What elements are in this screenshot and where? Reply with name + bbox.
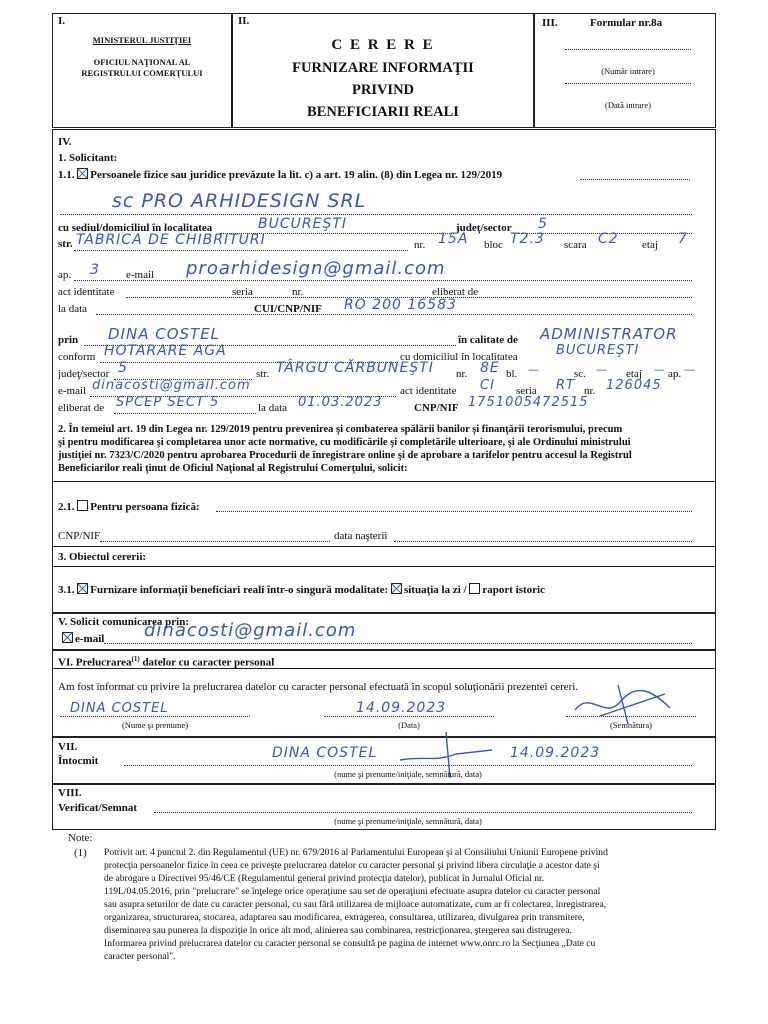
seria2-value[interactable]: RT [556,378,575,393]
id2-value[interactable]: CI [480,378,495,393]
notes-line-2: protecţia persoanelor fizice în ceea ce priveşte prelucrarea datelor cu caracter personal şi privind libera circulaţie a acestor date şi [104,860,600,871]
verified-label: Verificat/Semnat [58,802,138,814]
legal-basis-line4: Beneficiarilor reali ţinut de Oficiul Naţional al Registrului Comerţului, solicit: [58,463,408,474]
prepared-label: Întocmit [58,755,99,767]
nr4-value[interactable]: 126045 [606,378,662,393]
according-label: conform [58,351,96,363]
history-report-text: raport istoric [482,584,545,596]
date2-label: la data [258,402,288,414]
street2-value[interactable]: TÂRGU CĂRBUNEŞTI [276,360,434,376]
name-caption: (Nume şi prenume) [121,720,189,730]
divider-3-1 [52,566,716,567]
bloc-value[interactable]: T2.3 [510,231,545,247]
notes-line-4: 119L/04.05.2016, prin "prelucrare" se înţelege orice operaţiune sau set de operaţiuni efectuate asupra datelor cu caracter personal [104,886,601,897]
provide-info-checkbox[interactable] [77,583,88,594]
informed-name-line [60,716,250,717]
notes-line-1: Potrivit art. 4 punctul 2. din Regulamentul (UE) nr. 679/2016 al Parlamentului European şi al Consiliului Uniunii Europene privind [104,847,608,858]
company-name-value[interactable]: sc PRO ARHIDESIGN SRL [112,190,367,212]
section-number-8: VIII. [58,787,82,799]
capacity-label: în calitate de [458,334,518,346]
verified-caption: (nume şi prenume/iniţiale, semnătură, data) [334,816,482,826]
cui-value[interactable]: RO 200 16583 [344,297,457,313]
divider-3 [52,546,716,547]
according-value[interactable]: HOTARARE AGA [104,343,227,359]
item-1-1-label: 1.1. [58,169,75,181]
form-number-label: Formular nr.8a [590,17,663,29]
email-label: e-mail [126,269,155,281]
informed-date-value[interactable]: 14.09.2023 [356,700,447,716]
issued-label: eliberat de [432,286,479,298]
nr3-value[interactable]: 8E [480,360,500,376]
notes-marker: (1) [74,847,87,859]
street-label: str. [58,238,73,250]
entry-number-caption: (Număr intrare) [601,66,655,76]
form-title-line2: FURNIZARE INFORMAŢII [292,60,474,76]
prepared-caption: (nume şi prenume/iniţiale, semnătură, data) [334,769,482,779]
persons-text: Persoanele fizice sau juridice prevăzute la lit. c) a art. 19 alin. (8) din Legea nr. 129/2019 [90,169,503,181]
by-label: prin [58,334,79,346]
county-value[interactable]: 5 [538,216,548,232]
natural-person-line [216,511,692,512]
county-label: judeţ/sector [456,222,512,234]
natural-person-text: Pentru persoana fizică: [90,501,200,513]
issued2-value[interactable]: SPCEP SECT 5 [116,395,220,410]
nr-value[interactable]: 15A [438,231,469,247]
office-name-line1: OFICIUL NAŢIONAL AL [93,57,191,67]
history-report-checkbox[interactable] [469,583,480,594]
entry-number-line [565,49,691,50]
scara-label: scara [564,239,587,251]
ministry-name: MINISTERUL JUSTIŢIEI [92,35,192,45]
notes-line-7: diseminarea sau punerea la dispoziţie în orice alt mod, alinierea sau combinarea, restricţionarea, ştergerea sau distrugerea. [104,925,572,936]
email-option-text: e-mail [75,633,105,645]
legal-basis-line1: 2. În temeiul art. 19 din Legea nr. 129/2019 pentru prevenirea şi combaterea spălării banilor şi finanţării terorismului, precum [58,424,623,435]
nr3-label: nr. [456,368,468,380]
notes-heading: Note: [68,832,93,844]
cnp-value[interactable]: 1751005472515 [468,395,589,410]
email2-value[interactable]: dinacosti@gmail.com [92,378,251,393]
street2-label: str. [256,368,270,380]
bl-label: bl. [506,368,518,380]
nr-label: nr. [414,239,426,251]
office-name-line2: REGISTRULUI COMERŢULUI [81,68,203,78]
ap-value[interactable]: 3 [90,262,100,278]
date-caption: (Data) [398,720,420,730]
notes-line-8: Informarea privind prelucrarea datelor cu caracter personal se consultă pe pagina de internet www.onrc.ro la Secţiunea „Date cu [104,938,596,949]
persons-checkbox[interactable] [77,168,88,179]
cui-label: CUI/CNP/NIF [254,303,322,315]
email2-label: e-mail [58,385,87,397]
ap-email-line [74,280,692,281]
informed-date-line [324,716,494,717]
seat-label: cu sediul/domiciliul în localitatea [58,222,213,234]
applicant-heading: 1. Solicitant: [58,152,118,164]
item-3-1-label: 3.1. [58,584,75,596]
county2-label: judeţ/sector [58,368,110,380]
id2-label: act identitate [400,385,457,397]
bloc-label: bloc [484,239,503,251]
bl-value[interactable]: — [528,363,540,376]
informed-name-value[interactable]: DINA COSTEL [70,701,169,716]
item-2-1 [58,500,200,514]
date-cui-line [96,314,692,315]
notes-line-9: caracter personal". [104,951,176,962]
representative-value[interactable]: DINA COSTEL [108,325,221,343]
section-number-7: VII. [58,741,78,753]
email-option [62,632,104,646]
etaj2-label: etaj [626,368,642,380]
etaj2-value[interactable]: — [654,363,666,376]
legal-basis-line2: şi pentru modificarea şi completarea unor acte normative, cu modificările şi completările ulterioare, şi ale Ordinului ministrului [58,437,631,448]
object-heading: 3. Obiectul cererii: [58,551,147,563]
section-number-2: II. [238,15,250,27]
street-line [74,250,408,251]
processing-heading-text: VI. Prelucrarea [58,656,132,669]
notes-line-5: sau asupra seturilor de date cu caracter personal, cu sau fără utilizarea de mijloace automatizate, cum ar fi colectarea, înregistrarea, [104,899,607,910]
birth-label: data naşterii [334,530,388,542]
entry-date-line [565,83,691,84]
notes-line-6: organizarea, structurarea, stocarea, adaptarea sau modificarea, extragerea, consultarea, utilizarea, divulgarea prin transmitere, [104,912,585,923]
seria2-label: seria [516,385,537,397]
date-label: la data [58,303,88,315]
domicile-label: cu domiciliul în localitatea [400,351,518,363]
sc-label: sc. [574,368,586,380]
domicile-value[interactable]: BUCUREŞTI [556,343,640,358]
signature-caption: (Semnătura) [609,720,652,730]
signature-mark-1 [570,680,680,726]
ap-label: ap. [58,269,72,281]
prepared-line [124,765,692,766]
company-name-line [60,214,692,215]
section-number-1: I. [58,15,66,27]
informed-statement: Am fost informat cu privire la prelucrarea datelor cu caracter personal efectuată în scopul soluţionării prezentei cereri. [58,681,579,693]
series-label: seria [232,286,253,298]
nr2-label: nr. [292,286,304,298]
etaj-value[interactable]: 7 [678,231,688,247]
id-act-label: act identitate [58,286,115,298]
entry-date-caption: (Dată intrare) [604,100,651,110]
section-number-4: IV. [58,136,72,148]
county2-value[interactable]: 5 [118,360,128,376]
email-option-checkbox[interactable] [62,632,73,643]
nr4-label: nr. [584,385,596,397]
section-number-3: III. [542,17,558,29]
current-status-checkbox[interactable] [391,583,402,594]
item-1-1 [58,168,502,182]
persons-line [580,179,690,180]
item-3-1 [58,583,545,597]
divider-2-1 [52,481,716,482]
processing-footnote-ref: (1) [131,655,140,663]
capacity-value[interactable]: ADMINISTRATOR [540,325,678,343]
cnp2-line [100,541,330,542]
current-status-text: situaţia la zi / [403,584,467,596]
divider-6 [52,668,716,669]
form-title-line1: C E R E R E [331,37,435,53]
email-value[interactable]: proarhidesign@gmail.com [186,258,446,279]
communication-email-line [104,643,692,644]
cnp2-label: CNP/NIF [58,530,101,542]
form-title-line3: PRIVIND [351,82,415,98]
item-2-1-label: 2.1. [58,501,75,513]
date2-value[interactable]: 01.03.2023 [298,395,383,410]
provide-info-text: Furnizare informaţii beneficiari reali într-o singură modalitate: [90,584,389,596]
cnp-label: CNP/NIF [414,402,459,414]
communication-email-value[interactable]: dinacosti@gmail.com [144,620,357,641]
form-title-line4: BENEFICIARII REALI [307,104,459,120]
processing-heading-rest: datelor cu caracter personal [142,656,275,669]
issued2-label: eliberat de [58,402,105,414]
prepared-date-value[interactable]: 14.09.2023 [510,745,601,761]
locality-value[interactable]: BUCUREŞTI [258,216,348,232]
scara-value[interactable]: C2 [598,231,619,247]
street-value[interactable]: TABRICA DE CHIBRITURI [76,232,266,248]
ap2-label: ap. [668,368,682,380]
prepared-name-value[interactable]: DINA COSTEL [272,745,378,761]
verified-line [154,812,692,813]
legal-basis-line3: justiţiei nr. 7323/C/2020 pentru aprobarea Procedurii de înregistrare online şi de aprobare a tarifelor pentru accesul la Registrul [58,450,632,461]
communication-heading: V. Solicit comunicarea prin: [58,616,189,628]
birth-line [394,541,692,542]
notes-line-3: de abrogare a Directivei 95/46/CE (Regulamentul general privind protecţia datelor), publicat în Jurnalul Oficial nr. [104,873,545,884]
natural-person-checkbox[interactable] [77,500,88,511]
sc-value[interactable]: — [596,363,608,376]
issued2-line [114,413,256,414]
etaj-label: etaj [642,239,658,251]
ap2-value[interactable]: — [684,363,696,376]
